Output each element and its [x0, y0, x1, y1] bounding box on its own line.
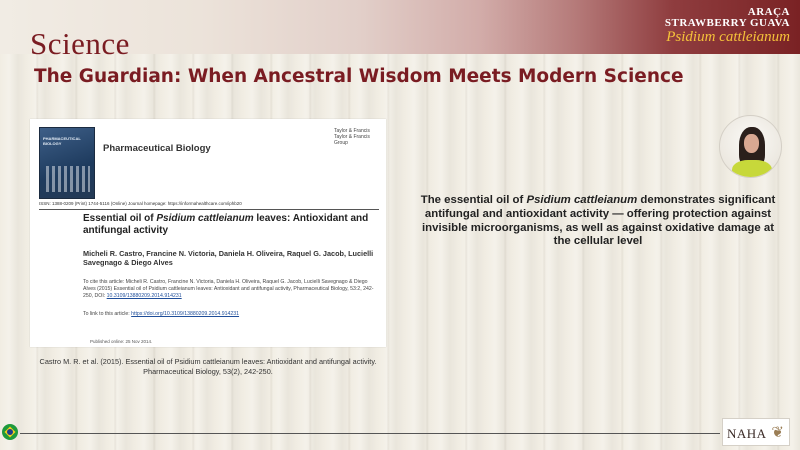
cover-graphic: [46, 166, 90, 192]
leaf-icon: ❦: [771, 424, 784, 441]
scientific-name: Psidium cattleianum: [666, 29, 790, 45]
quote-part1: The essential oil of: [420, 194, 527, 206]
article-title: [83, 213, 373, 237]
article-authors: Micheli R. Castro, Francine N. Victoria, Daniela H. Oliveira, Raquel G. Jacob, Lucielli Savegnago & Diego Alves: [83, 249, 374, 267]
link-to-article: [83, 311, 375, 317]
cite-this-article: [83, 279, 375, 300]
naha-logo: [722, 418, 790, 446]
published-date: Published online: 25 Nov 2014.: [90, 339, 153, 344]
presenter-face: [744, 134, 759, 153]
journal-name: Pharmaceutical Biology: [103, 143, 211, 154]
cite-text: To cite this article: Micheli R. Castro, Francine N. Victoria, Daniela H. Oliveira, Raquel G. Jacob, Lucielli Savegnago & Diego Alves (2015) Essential oil of Psidium cattleianum leaves: Antioxidant and antifungal activity, Pharmaceutical Biology, 53:2, 242-250, DOI:: [83, 279, 374, 299]
flag-globe: [7, 429, 13, 435]
publisher-logo: Taylor & Francis Taylor & Francis Group: [334, 128, 370, 146]
common-name-en: STRAWBERRY GUAVA: [664, 17, 790, 29]
key-finding-text: [414, 194, 782, 249]
citation-caption: Castro M. R. et al. (2015). Essential oil of Psidium cattleianum leaves: Antioxidant and antifungal activity. Pharmaceutical Biology, 53(2), 242-250.: [39, 357, 377, 376]
brazil-flag-icon: [2, 424, 18, 440]
slide-headline: The Guardian: When Ancestral Wisdom Meets Modern Science: [34, 66, 684, 87]
article-title-species: Psidium cattleianum: [156, 213, 254, 224]
presenter-shirt: [732, 160, 772, 178]
quote-part2: demonstrates significant antifungal and antioxidant activity — offering protection against invisible microorganisms, as well as against oxidative damage at the cellular level: [422, 194, 776, 248]
presenter-video-thumbnail: [719, 115, 782, 178]
logo-text: NAHA: [727, 426, 767, 441]
article-screenshot: [30, 119, 386, 347]
species-title: [665, 7, 790, 45]
quote-species: Psidium cattleianum: [526, 194, 638, 206]
issn-line: ISSN: 1388-0209 (Print) 1744-5116 (Online) Journal homepage: https://informahealthcare.com/iphb20: [39, 201, 379, 210]
article-title-part2: leaves: Antioxidant and antifungal activity: [83, 213, 369, 236]
cover-title: PHARMACEUTICAL BIOLOGY: [43, 136, 81, 146]
footer-divider: [20, 433, 720, 434]
section-title: Science: [30, 26, 130, 61]
common-name-pt: ARAÇA: [747, 6, 790, 18]
cite-doi-link[interactable]: 10.3109/13880209.2014.914231: [106, 293, 182, 299]
journal-cover-image: [39, 127, 95, 199]
article-doi-link[interactable]: https://doi.org/10.3109/13880209.2014.914231: [131, 311, 240, 317]
article-title-part1: Essential oil of: [83, 213, 157, 224]
link-text: To link to this article:: [83, 311, 132, 317]
